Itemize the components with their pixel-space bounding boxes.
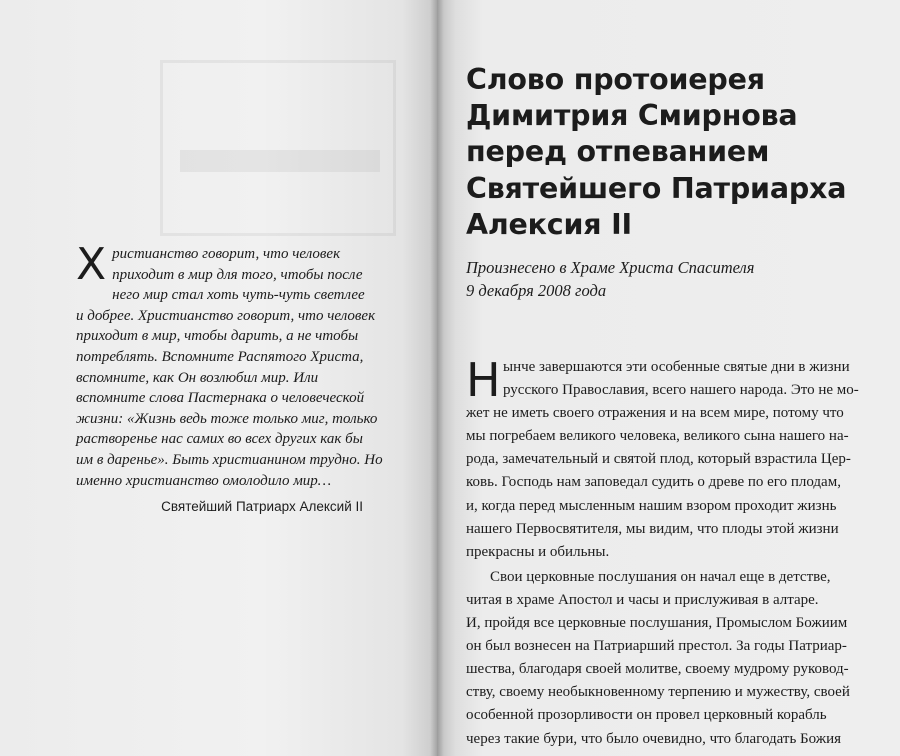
epigraph-drop-cap: Х — [76, 239, 107, 290]
epigraph-line: жизни: «Жизнь ведь тоже только миг, только — [76, 410, 378, 427]
epigraph-line: приходит в мир для того, чтобы после — [112, 266, 363, 283]
paragraph-line: жет не иметь своего отражения и на всем мире, потому что — [466, 405, 844, 422]
paragraph-line: и, когда перед мысленным нашим взором проходит жизнь — [466, 497, 837, 514]
running-head — [470, 22, 880, 32]
paragraph-line: ству, своему необыкновенному терпению и мужеству, своей — [466, 684, 850, 701]
epigraph-line: него мир стал хоть чуть-чуть светлее — [112, 287, 365, 304]
epigraph — [76, 239, 383, 491]
paragraph-line: через такие бури, что было очевидно, что благодать Божия — [466, 730, 842, 747]
paragraph-line: рода, замечательный и святой плод, который взрастила Цер- — [466, 451, 851, 468]
subtitle-line: Произнесено в Храме Христа Спасителя — [466, 258, 755, 277]
paragraph-line: нашего Первосвятителя, мы видим, что плоды этой жизни — [466, 520, 839, 537]
title-line: перед отпеванием — [466, 135, 770, 169]
paragraph-line: прекрасны и обильны. — [466, 543, 610, 560]
epigraph-line: им в даренье». Быть христианином трудно. Но — [76, 451, 383, 468]
epigraph-line: приходит в мир, чтобы дарить, а не чтобы — [76, 328, 359, 345]
title-line: Святейшего Патриарха — [466, 171, 847, 205]
paragraph-line: И, пройдя все церковные послушания, Промыслом Божиим — [466, 615, 848, 632]
epigraph-line: потреблять. Вспомните Распятого Христа, — [76, 348, 364, 365]
epigraph-line: растворенье нас самих во всех других как бы — [76, 431, 363, 448]
chapter-subtitle — [466, 256, 886, 302]
epigraph-line: вспомните, как Он возлюбил мир. Или — [76, 369, 319, 386]
paragraph-line: русского Православия, всего нашего народа. Это не мо- — [503, 382, 859, 399]
paragraph-line: особенной прозорливости он провел церковный корабль — [466, 707, 827, 724]
paragraph-drop-cap: Н — [466, 353, 501, 407]
book-gutter — [430, 0, 444, 756]
title-line: Слово протоиерея — [466, 63, 765, 96]
epigraph-attribution: Святейший Патриарх Алексий II — [161, 499, 363, 514]
paragraph — [466, 566, 886, 751]
title-line: Димитрия Смирнова — [466, 99, 798, 133]
paragraph — [466, 353, 886, 564]
title-line: Алексия II — [466, 207, 632, 241]
paragraph-line: мы погребаем великого человека, великого сына нашего на- — [466, 428, 849, 445]
paragraph-line: Свои церковные послушания он начал еще в детстве, — [490, 568, 831, 585]
paragraph-line: читая в храме Апостол и часы и прислуживая в алтаре. — [466, 591, 819, 608]
subtitle-line: 9 декабря 2008 года — [466, 281, 607, 300]
chapter-title — [466, 62, 886, 243]
paragraph-line: ковь. Господь нам заповедал судить о древе по его плодам, — [466, 474, 841, 491]
paragraph-line: он был вознесен на Патриарший престол. За годы Патриар- — [466, 638, 847, 655]
epigraph-line: ристианство говорит, что человек — [112, 246, 341, 262]
paragraph-line: ынче завершаются эти особенные святые дни в жизни — [503, 359, 850, 375]
paragraph-line: шества, благодаря своей молитве, своему мудрому руковод- — [466, 661, 849, 678]
show-through-decoration — [180, 150, 380, 232]
body-text — [466, 353, 886, 751]
epigraph-line: и добрее. Христианство говорит, что человек — [76, 307, 376, 324]
epigraph-line: именно христианство омолодило мир… — [76, 472, 332, 489]
epigraph-line: вспомните слова Пастернака о человеческой — [76, 390, 365, 407]
